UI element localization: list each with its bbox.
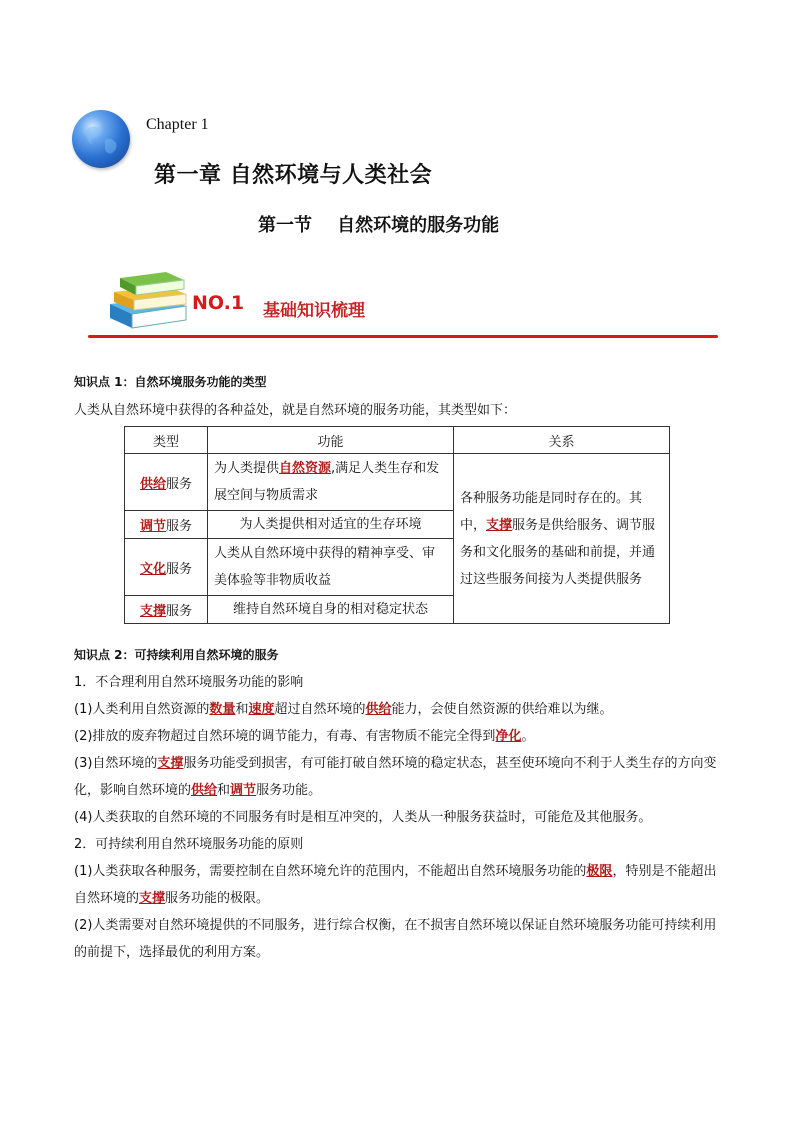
kp2-heading-2: 2．可持续利用自然环境服务功能的原则	[74, 837, 304, 852]
kp2-item-6: (2)人类需要对自然环境提供的不同服务，进行综合权衡，在不损害自然环境以保证自然环境服务功能可持续利用的前提下，选择最优的利用方案。	[74, 918, 717, 960]
function-cell: 人类从自然环境中获得的精神享受、审美体验等非物质收益	[208, 539, 454, 596]
globe-icon	[72, 110, 130, 168]
text-run: 和	[217, 783, 231, 798]
keyword: 速度	[248, 702, 275, 717]
text-run: 服务功能的极限。	[165, 891, 270, 906]
text-run: 服务功能。	[256, 783, 322, 798]
function-cell	[208, 454, 454, 511]
function-text: ,满足人类生存和发展空间与物质需求	[214, 461, 440, 503]
kp2-item-4: (4)人类获取的自然环境的不同服务有时是相互冲突的，人类从一种服务获益时，可能危及其他服务。	[74, 810, 652, 825]
kp2-item-3	[74, 750, 724, 804]
function-cell: 为人类提供相对适宜的生存环境	[208, 511, 454, 539]
type-cell	[125, 511, 208, 539]
relation-cell	[454, 454, 670, 624]
kp2-title: 知识点 2：可持续利用自然环境的服务	[74, 648, 279, 662]
text-run: (1)人类获取各种服务，需要控制在自然环境允许的范围内，不能超出自然环境服务功能的	[74, 864, 587, 879]
books-icon	[106, 268, 192, 330]
text-run: (1)人类利用自然资源的	[74, 702, 210, 717]
type-cell	[125, 539, 208, 596]
text-run: 服务功能受到损害，有可能打破自然环境的稳定状态，甚至使环境向不利于人类生存的方向变化，影响自然环境的	[74, 756, 717, 798]
keyword: 支撑	[139, 604, 166, 619]
text-run: (3)自然环境的	[74, 756, 158, 771]
function-text: 为人类提供	[214, 461, 280, 476]
service-types-table	[124, 426, 670, 624]
text-run: 。	[521, 729, 535, 744]
keyword: 净化	[495, 729, 522, 744]
keyword: 调节	[230, 783, 257, 798]
section-title: 第一节 自然环境的服务功能	[258, 215, 500, 236]
keyword: 极限	[586, 864, 613, 879]
kp2-item-1	[74, 696, 724, 723]
banner-divider	[88, 335, 718, 338]
keyword: 支撑	[139, 891, 166, 906]
type-cell	[125, 596, 208, 624]
type-suffix: 服务	[166, 561, 193, 577]
text-run: 超过自然环境的	[274, 702, 366, 717]
kp2-heading-1: 1．不合理利用自然环境服务功能的影响	[74, 675, 304, 690]
type-suffix: 服务	[166, 604, 193, 619]
keyword: 供给	[139, 476, 166, 492]
kp2-item-2	[74, 723, 724, 750]
table-header-row	[125, 427, 670, 454]
keyword: 自然资源	[279, 461, 332, 476]
keyword: 支撑	[157, 756, 184, 771]
text-run: ，特别是不能超出自然环境的	[74, 864, 717, 906]
text-run: 和	[235, 702, 249, 717]
chapter-title: 第一章 自然环境与人类社会	[154, 162, 433, 188]
text-run: 能力，会使自然资源的供给难以为继。	[391, 702, 613, 717]
table-header-type: 类型	[125, 427, 208, 454]
keyword: 支撑	[486, 517, 513, 533]
table-header-function: 功能	[208, 427, 454, 454]
chapter-label: Chapter 1	[146, 116, 209, 133]
kp1-intro: 人类从自然环境中获得的各种益处，就是自然环境的服务功能，其类型如下：	[74, 403, 517, 418]
keyword: 数量	[209, 702, 236, 717]
banner-number: NO.1	[192, 292, 245, 314]
keyword: 供给	[365, 702, 392, 717]
function-cell: 维持自然环境自身的相对稳定状态	[208, 596, 454, 624]
table-row	[125, 454, 670, 511]
keyword: 文化	[139, 561, 166, 577]
keyword: 供给	[191, 783, 218, 798]
type-suffix: 服务	[166, 476, 193, 492]
type-cell	[125, 454, 208, 511]
kp1-title: 知识点 1：自然环境服务功能的类型	[74, 375, 267, 389]
type-suffix: 服务	[166, 519, 193, 534]
section-banner	[88, 262, 718, 342]
table-header-relation: 关系	[454, 427, 670, 454]
kp2-item-5	[74, 858, 724, 912]
text-run: (2)排放的废弃物超过自然环境的调节能力，有毒、有害物质不能完全得到	[74, 729, 496, 744]
relation-text: 服务是供给服务、调节服务和文化服务的基础和前提，并通过这些服务间接为人类提供服务	[460, 517, 656, 587]
banner-title: 基础知识梳理	[263, 301, 365, 321]
keyword: 调节	[139, 519, 166, 534]
relation-text: 各种服务功能是同时存在的。其中，	[460, 490, 643, 533]
